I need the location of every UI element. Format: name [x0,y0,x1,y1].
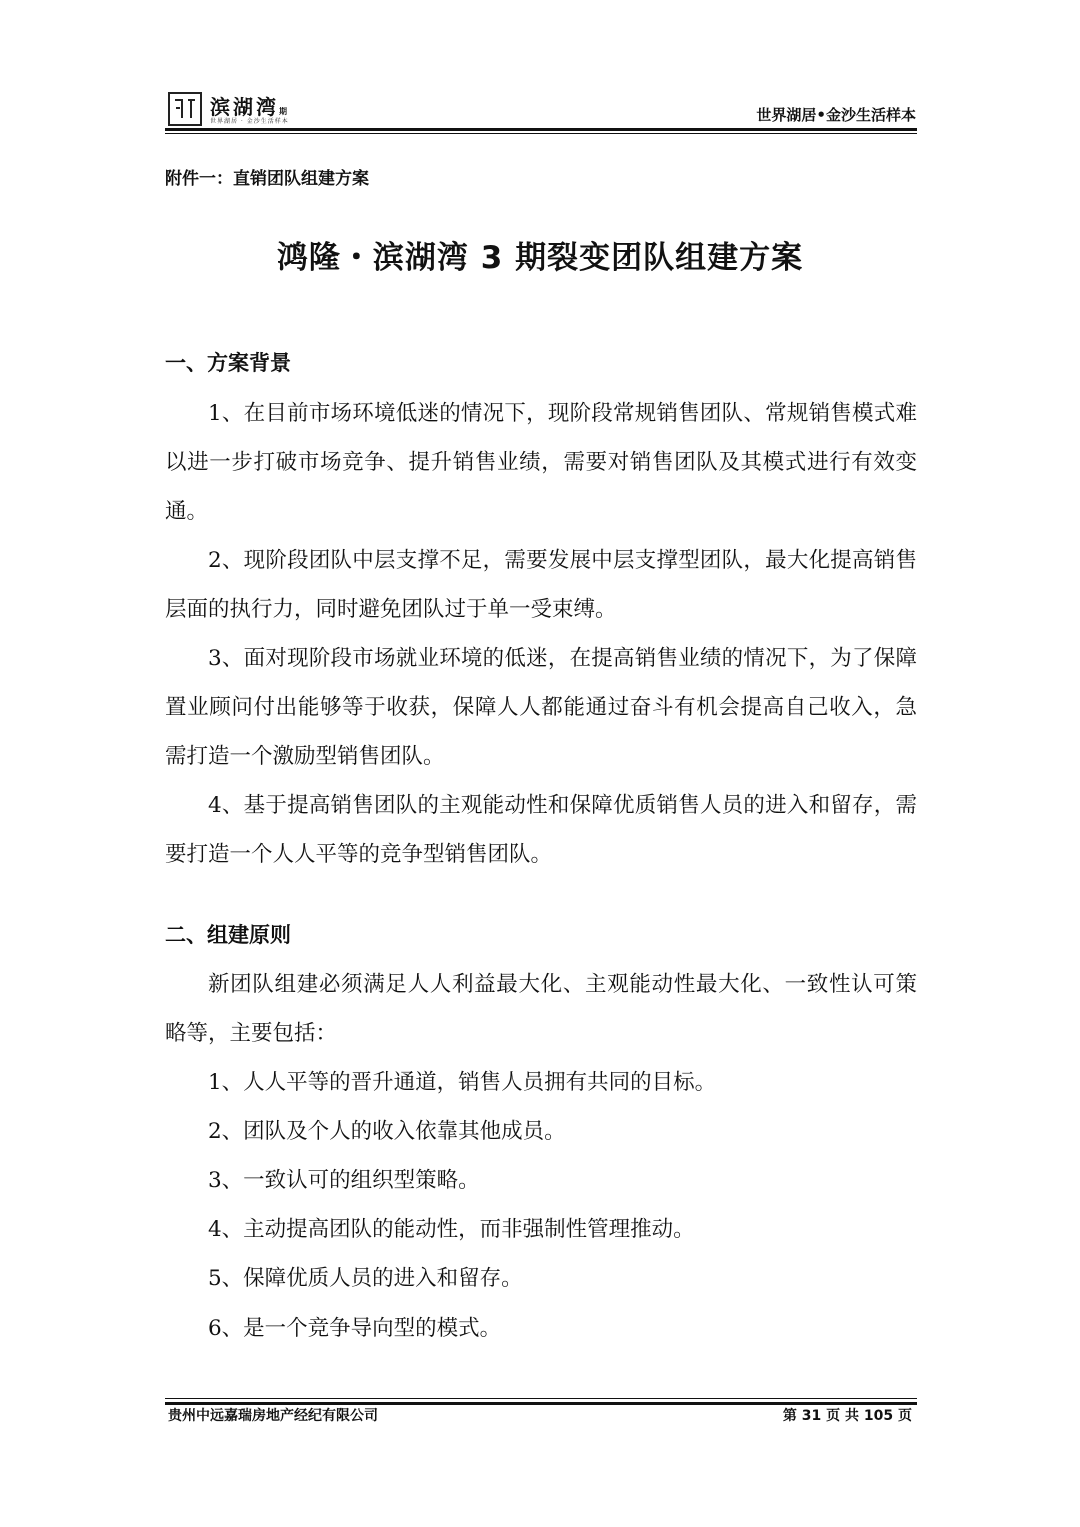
principle-item: 3、一致认可的组织型策略。 [208,1168,480,1193]
background-paragraph-4: 4、基于提高销售团队的主观能动性和保障优质销售人员的进入和留存，需要打造一个人人平等的竞争型销售团队。 [165,793,917,867]
background-paragraph-3: 3、面对现阶段市场就业环境的低迷，在提高销售业绩的情况下，为了保障置业顾问付出能够等于收获，保障人人都能通过奋斗有机会提高自己收入，急需打造一个激励型销售团队。 [165,646,917,769]
footer-page-number: 第 31 页 共 105 页 [782,1408,912,1424]
principle-item: 2、团队及个人的收入依靠其他成员。 [208,1119,566,1144]
section-heading-principles: 二、组建原则 [165,923,291,947]
header-slogan: 世界湖居•金沙生活样本 [756,106,916,124]
logo-mark-icon [168,92,202,126]
attachment-label: 附件一：直销团队组建方案 [165,169,369,189]
principles-intro: 新团队组建必须满足人人利益最大化、主观能动性最大化、一致性认可策略等，主要包括： [165,972,917,1046]
company-logo [168,88,289,126]
footer-divider-thin [165,1398,917,1399]
background-paragraph-1: 1、在目前市场环境低迷的情况下，现阶段常规销售团队、常规销售模式难以进一步打破市场竞争、提升销售业绩，需要对销售团队及其模式进行有效变通。 [165,401,917,524]
header-divider [165,128,917,131]
header-divider-thin [165,133,917,134]
section-heading-background: 一、方案背景 [165,351,291,375]
background-paragraph-2: 2、现阶段团队中层支撑不足，需要发展中层支撑型团队，最大化提高销售层面的执行力，同时避免团队过于单一受束缚。 [165,548,917,622]
logo-suffix: 期 [279,107,287,116]
page-title: 鸿隆・滨湖湾 3 期裂变团队组建方案 [276,240,804,276]
principle-item: 5、保障优质人员的进入和留存。 [208,1266,523,1291]
principle-item: 6、是一个竞争导向型的模式。 [208,1316,502,1341]
principle-item: 1、人人平等的晋升通道，销售人员拥有共同的目标。 [208,1070,717,1095]
footer-company: 贵州中远嘉瑞房地产经纪有限公司 [168,1408,378,1424]
logo-subtitle: 世界湖居 · 金沙生活样本 [210,118,289,125]
logo-name: 滨湖湾 [210,95,279,119]
principle-item: 4、主动提高团队的能动性，而非强制性管理推动。 [208,1217,695,1242]
